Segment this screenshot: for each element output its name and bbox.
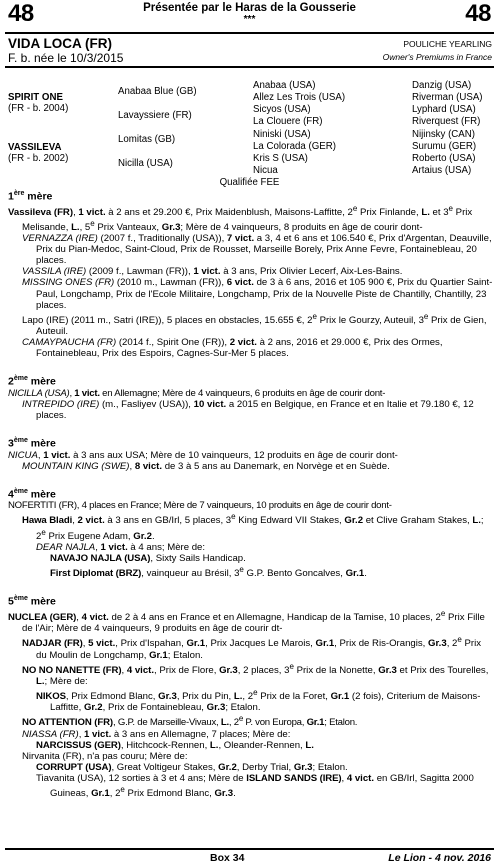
first-dam: Vassileva (FR), 1 vict. à 2 ans et 29.200 €, Prix Maidenblush, Maisons-Laffitte, 2e Prix Finlande, L. et 3e Prix Melisande, L., 5e Prix Vanteaux, Gr.3; Mère de 4 vainqueurs, 8 produits en âge de courir dont- [8,203,473,233]
horse-category: POULICHE YEARLING [403,39,492,49]
produce: NO ATTENTION (FR), G.P. de Marseille-Vivaux, L., 2e P. von Europa, Gr.1; Etalon. [22,714,358,729]
dam-info: (FR - b. 2002) [8,153,69,164]
fourth-dam: NOFERTITI (FR), 4 places en France; Mère de 7 vainqueurs, 10 produits en âge de courir dont- [8,500,392,512]
produce: NIASSA (FR), 1 vict. à 3 ans en Allemagne, 7 places; Mère de: [22,728,291,740]
produce: Nirvanita (FR), n'a pas couru; Mère de: [22,750,188,762]
ggg-parent: Artaius (USA) [412,165,472,176]
sire-info: (FR - b. 2004) [8,103,69,114]
great-grandparent: Niniski (USA) [253,129,311,140]
great-grandparent: Nicua [253,165,278,176]
footer-rule [5,848,494,850]
ggg-parent: Nijinsky (CAN) [412,129,475,140]
produce: Tiavanita (USA), 12 sorties à 3 et 4 ans; Mère de ISLAND SANDS (IRE), 4 vict. en GB/Irl, Sagitta 2000 Guineas, Gr.1, 2e Prix Edmond Blanc, Gr.3. [36,773,474,800]
maternal-family [8,188,494,799]
second-dam-heading: 2ème mère [8,375,56,388]
produce: CAMAYPAUCHA (FR) (2014 f., Spirit One (FR)), 2 vict. à 2 ans, 2016 et 29.000 €, Prix des Ormes, Fontainebleau, Prix des Espoirs, Cagnes-Sur-Mer 5 places. [22,337,443,360]
presented-by: Présentée par le Haras de la Gousserie [143,2,356,14]
produce: INTREPIDO (IRE) (m., Fasliyev (USA)), 10 vict. a 2015 en Belgique, en France et en Italie et 79.180 €, 12 places. [22,398,474,421]
pedigree-rule [5,66,494,68]
produce: MOUNTAIN KING (SWE), 8 vict. de 3 à 5 ans au Danemark, en Norvège et en Suède. [22,460,390,472]
produce: NAVAJO NAJLA (USA), Sixty Sails Handicap. [50,553,246,564]
produce: Hawa Bladi, 2 vict. à 3 ans en GB/Irl, 5 places, 3e King Edward VII Stakes, Gr.2 et Clive Graham Stakes, L.; 2e Prix Eugene Adam, Gr.2. [22,512,484,542]
lot-number-left: 48 [8,0,34,27]
horse-birth: F. b. née le 10/3/2015 [8,51,124,65]
produce: DEAR NAJLA, 1 vict. à 4 ans; Mère de: [36,541,206,553]
produce: NADJAR (FR), 5 vict., Prix d'Ispahan, Gr.1, Prix Jacques Le Marois, Gr.1, Prix de Ris-Orangis, Gr.3, 2e Prix du Moulin de Longchamp, Gr.1; Etalon. [22,635,481,661]
great-grandparent: La Colorada (GER) [253,141,336,152]
box-number: Box 34 [210,852,245,864]
fifth-dam-heading: 5ème mère [8,595,56,608]
lot-number-right: 48 [465,0,491,27]
ggg-parent: Lyphard (USA) [412,104,476,115]
produce: NIKOS, Prix Edmond Blanc, Gr.3, Prix du Pin, L., 2e Prix de la Foret, Gr.1 (2 fois), Criterium de Maisons-Laffitte, Gr.2, Prix de Fontainebleau, Gr.3; Etalon. [36,688,481,714]
produce: MISSING ONES (FR) (2010 m., Lawman (FR)), 6 vict. de 3 à 6 ans, 2016 et 105 900 €, Prix du Quartier Saint-Paul, Longchamp, Prix de l'Ecole Militaire, Longchamp, Prix de la Nouvelle Piste de Chantilly, Chantilly, 23 places. [22,277,493,311]
ggg-parent: Surumu (GER) [412,141,477,152]
ggg-parent: Danzig (USA) [412,80,472,91]
produce: First Diplomat (BRZ), vainqueur au Brésil, 3e G.P. Bento Goncalves, Gr.1. [50,565,367,580]
stars: *** [243,14,256,25]
third-dam: NICUA, 1 vict. à 3 ans aux USA; Mère de 10 vainqueurs, 12 produits en âge de courir dont- [8,449,398,461]
third-dam-heading: 3ème mère [8,437,56,450]
horse-name: VIDA LOCA (FR) [8,36,112,51]
produce: NO NO NANETTE (FR), 4 vict., Prix de Flore, Gr.3, 2 places, 3e Prix de la Nonette, Gr.3 et Prix des Tourelles, L.; Mère de: [22,661,489,687]
produce: VASSILA (IRE) (2009 f., Lawman (FR)), 1 vict. à 3 ans, Prix Olivier Lecerf, Aix-Les-Bains. [22,266,403,278]
grandparent: Nicilla (USA) [118,158,173,169]
ggg-parent: Riverman (USA) [412,92,483,103]
dam: VASSILEVA [8,142,62,153]
produce: Lapo (IRE) (2011 m., Satri (IRE)), 5 places en obstacles, 15.655 €, 2e Prix le Gourzy, Auteuil, 3e Prix de Gien, Auteuil. [22,311,487,337]
sale-date: Le Lion - 4 nov. 2016 [388,852,491,864]
sire: SPIRIT ONE [8,92,63,103]
produce: NARCISSUS (GER), Hitchcock-Rennen, L., Oleander-Rennen, L. [36,739,314,751]
grandparent: Lavayssiere (FR) [118,110,192,121]
owner-premiums: Owner's Premiums in France [382,52,492,62]
fourth-dam-heading: 4ème mère [8,487,56,501]
great-grandparent: Allez Les Trois (USA) [253,92,346,103]
produce: CORRUPT (USA), Great Voltigeur Stakes, Gr.2, Derby Trial, Gr.3; Etalon. [36,761,348,773]
second-dam: NICILLA (USA), 1 vict. en Allemagne; Mère de 4 vainqueurs, 6 produits en âge de courir dont- [8,387,386,399]
great-grandparent: Anabaa (USA) [253,80,316,91]
grandparent: Anabaa Blue (GB) [118,86,197,97]
ggg-parent: Roberto (USA) [412,153,476,164]
great-grandparent: La Clouere (FR) [253,116,323,127]
first-dam-heading: 1ère mère [8,190,53,203]
qualification: Qualifiée FEE [219,177,280,188]
great-grandparent: Sicyos (USA) [253,104,311,115]
fifth-dam: NUCLEA (GER), 4 vict. de 2 à 4 ans en France et en Allemagne, Handicap de la Tamise, 10 places, 2e Prix Fille de l'Air; Mère de 4 vainqueurs, 9 produits en âge de courir dt- [8,608,485,635]
great-grandparent: Kris S (USA) [253,153,308,164]
ggg-parent: Riverquest (FR) [412,116,481,127]
produce: VERNAZZA (IRE) (2007 f., Traditionally (USA)), 7 vict. a 3, 4 et 6 ans et 106.540 €, Prix d'Argentan, Deauville, Prix du Pian-Medoc, Saint-Cloud, Prix de Rousset, Marseille Borely, Prix Anne Fevre, Fontainebleau, 20 places. [22,233,492,267]
grandparent: Lomitas (GB) [118,134,176,145]
header-rule [5,32,494,34]
